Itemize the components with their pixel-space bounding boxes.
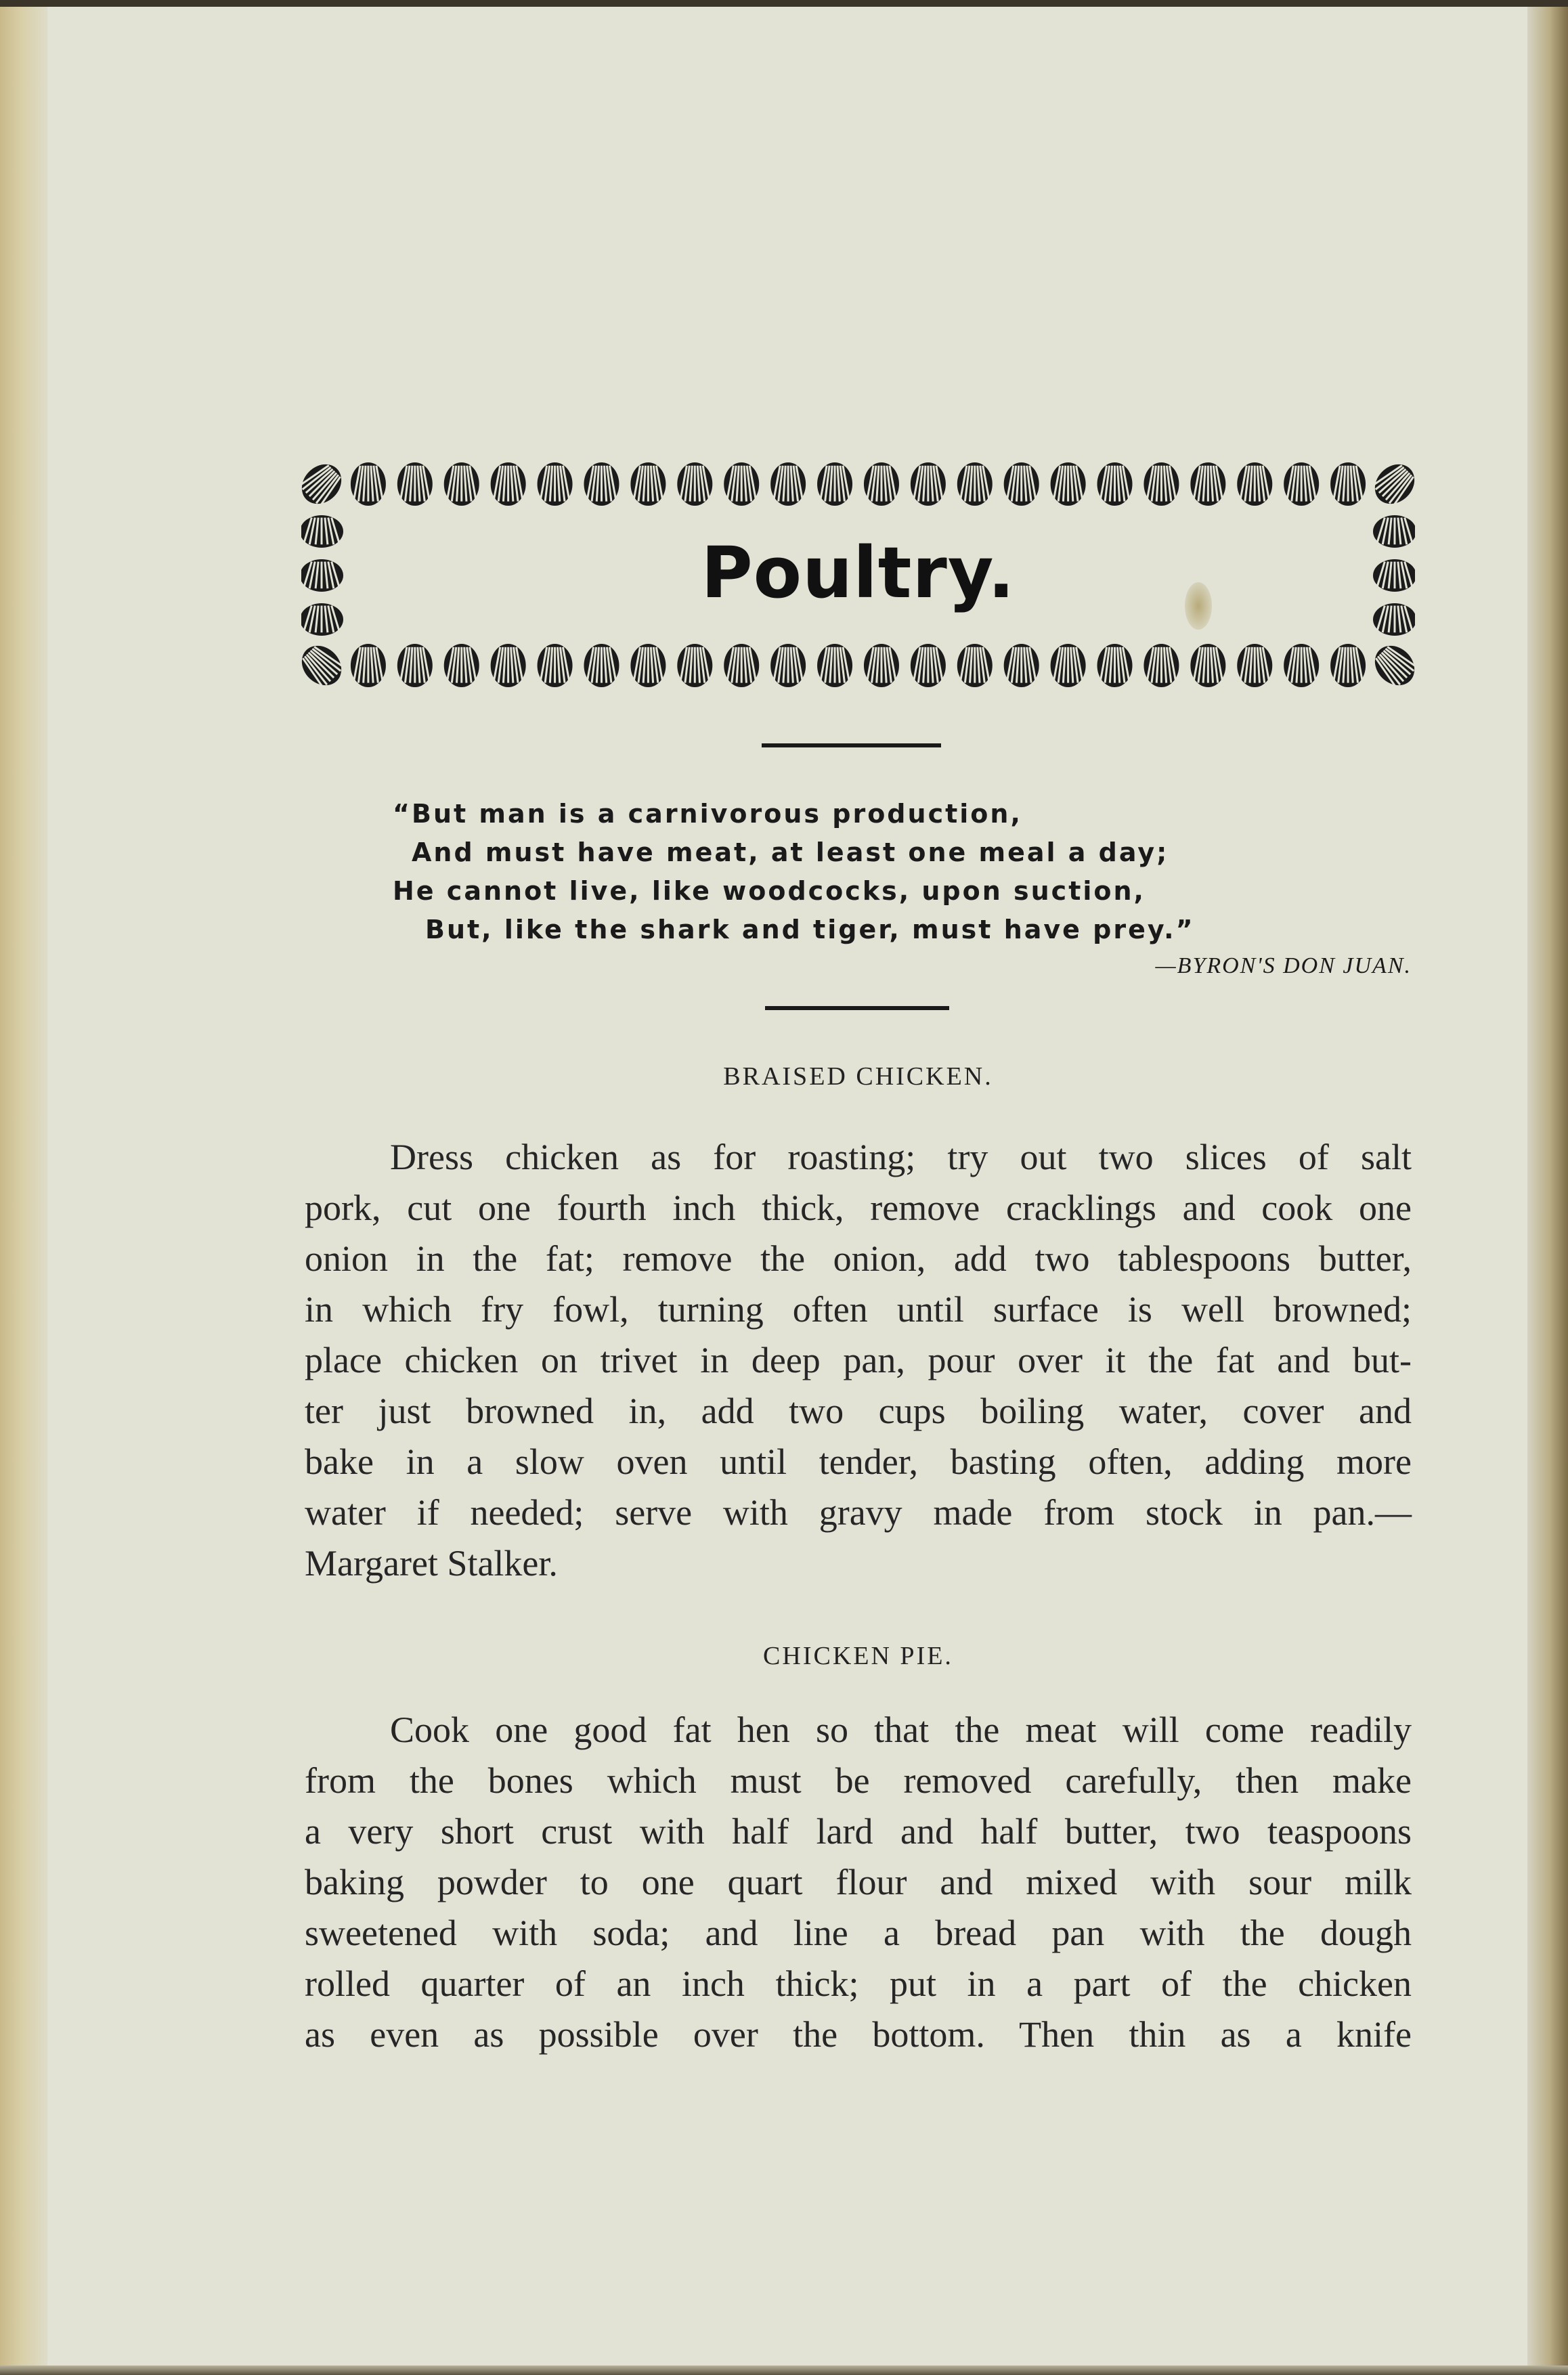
text-line: onion in the fat; remove the onion, add two tablespoons butter, (305, 1238, 1412, 1279)
shell-ornament (1237, 462, 1272, 506)
shell-ornament (1190, 462, 1225, 506)
recipe-title-braised-chicken: BRAISED CHICKEN. (723, 1062, 993, 1091)
shell-ornament (911, 462, 946, 506)
book-binding-edge (0, 0, 47, 2375)
shell-ornament (864, 462, 899, 506)
shell-ornament (1284, 644, 1319, 687)
shell-ornament (1367, 638, 1415, 691)
shell-ornament (491, 644, 526, 687)
shell-ornament (351, 462, 386, 506)
shell-ornament (1330, 462, 1366, 506)
shell-ornament (584, 462, 619, 506)
shell-ornament (1237, 644, 1272, 687)
shell-ornament (1051, 644, 1086, 687)
shell-ornament (1190, 644, 1225, 687)
shell-ornament (397, 462, 433, 506)
shell-ornament (1097, 644, 1133, 687)
page-bottom-edge (0, 2366, 1568, 2375)
text-line: as even as possible over the bottom. Then thin as a knife (305, 2014, 1412, 2055)
epigraph (393, 799, 1415, 953)
shell-ornament (677, 462, 712, 506)
text-line: baking powder to one quart flour and mixed with sour milk (305, 1862, 1412, 1902)
divider-rule-top (762, 743, 941, 747)
shell-ornament (1004, 644, 1039, 687)
text-line: a very short crust with half lard and half butter, two teaspoons (305, 1811, 1412, 1852)
text-line: water if needed; serve with gravy made from stock in pan.— (305, 1492, 1412, 1533)
recipe-title-chicken-pie: CHICKEN PIE. (763, 1642, 953, 1670)
shell-ornament (724, 462, 759, 506)
shell-ornament (957, 462, 993, 506)
shell-ornament (538, 462, 573, 506)
shell-ornament (1367, 457, 1415, 512)
shell-ornament (724, 644, 759, 687)
text-line: rolled quarter of an inch thick; put in a part of the chicken (305, 1963, 1412, 2004)
shell-ornament (1330, 644, 1366, 687)
text-line: sweetened with soda; and line a bread pan with the dough (305, 1913, 1412, 1953)
text-line: from the bones which must be removed carefully, then make (305, 1760, 1412, 1801)
shell-ornament (444, 644, 479, 687)
text-line: Dress chicken as for roasting; try out two slices of salt (390, 1137, 1412, 1177)
recipe-body-chicken-pie (305, 1705, 1412, 2060)
shell-ornament (1004, 462, 1039, 506)
recipe-body-braised-chicken (305, 1132, 1412, 1589)
page-top-edge (0, 0, 1568, 7)
epigraph-line: But, like the shark and tiger, must have prey.” (425, 915, 1195, 944)
shell-ornament (444, 462, 479, 506)
text-line: Cook one good fat hen so that the meat will come readily (390, 1709, 1412, 1750)
shell-ornament (1144, 644, 1179, 687)
shell-ornament (864, 644, 899, 687)
text-line: bake in a slow oven until tender, basting often, adding more (305, 1441, 1412, 1482)
text-line: place chicken on trivet in deep pan, pour over it the fat and but- (305, 1340, 1412, 1380)
shell-ornament (1051, 462, 1086, 506)
shell-ornament (491, 462, 526, 506)
shell-ornament (1284, 462, 1319, 506)
epigraph-line: “But man is a carnivorous production, (393, 799, 1022, 829)
epigraph-line: He cannot live, like woodcocks, upon suction, (393, 876, 1146, 906)
shell-ornament (817, 644, 852, 687)
epigraph-line: And must have meat, at least one meal a day; (412, 837, 1169, 867)
shell-ornament (630, 644, 666, 687)
shell-ornament (817, 462, 852, 506)
shell-ornament (301, 457, 349, 512)
epigraph-attribution: —BYRON'S DON JUAN. (1155, 953, 1412, 978)
shell-ornament (911, 644, 946, 687)
shell-ornament (397, 644, 433, 687)
shell-ornament (630, 462, 666, 506)
shell-ornament (1097, 462, 1133, 506)
text-line: pork, cut one fourth inch thick, remove cracklings and cook one (305, 1188, 1412, 1228)
shell-ornament (351, 644, 386, 687)
shell-ornament (770, 462, 806, 506)
shell-ornament (957, 644, 993, 687)
divider-rule-bottom (765, 1006, 949, 1010)
chapter-title-frame (301, 457, 1415, 691)
shell-ornament (584, 644, 619, 687)
chapter-title: Poultry. (701, 531, 1016, 614)
page-right-edge (1527, 0, 1568, 2375)
text-line: Margaret Stalker. (305, 1543, 558, 1584)
text-line: in which fry fowl, turning often until surface is well browned; (305, 1289, 1412, 1330)
shell-ornament (770, 644, 806, 687)
text-line: ter just browned in, add two cups boiling water, cover and (305, 1391, 1412, 1431)
shell-ornament (1144, 462, 1179, 506)
shell-ornament (677, 644, 712, 687)
shell-ornament (301, 638, 349, 691)
shell-ornament (538, 644, 573, 687)
